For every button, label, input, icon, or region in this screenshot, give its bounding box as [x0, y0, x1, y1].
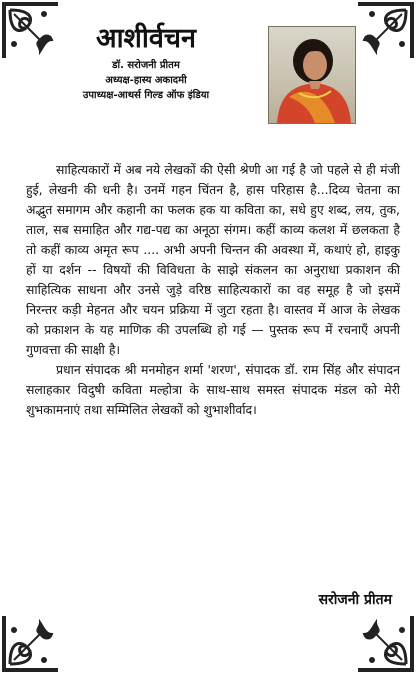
- paragraph: साहित्यकारों में अब नये लेखकों की ऐसी श्रेणी आ गई है जो पहले से ही मंजी हुई, लेखनी की धनी है। उनमें गहन चिंतन है, हास परिहास है...दिव्य चेतना का अद्भुत समागम और कहानी का फलक हक या कविता का, सधे हुए शब्द, लय, तुक, ताल, सब समाहित और गद्य-पद्य का अनूठा संगम। कहीं काव्य कलश में छलकता है तो कहीं काव्य अमृत रूप .... अभी अपनी चिन्तन की अवस्था में, कथाएं हो, हाइकु हों या दर्शन -- विषयों की विविधता के साझे संकलन का अनुराधा प्रकाशन की साहित्यिक साधना और उनसे जुड़े वरिष्ठ साहित्यकारों का वह समूह है जो इसमें निरन्तर कड़ी मेहनत और चयन प्रक्रिया में जुटा रहता है। वास्तव में आज के लेखक को प्रकाशन के यह माणिक की उपलब्धि हो गई — पुस्तक रूप में रचनाएँ अपनी गुणवत्ता की साक्षी है।: [26, 162, 400, 357]
- paragraph: प्रधान संपादक श्री मनमोहन शर्मा 'शरण', संपादक डॉ. राम सिंह और संपादन सलाहकार विदुषी कविता मल्होत्रा के साथ-साथ समस्त संपादक मंडल को मेरी शुभकामनाएं तथा सम्मिलित लेखकों को शुभाशीर्वाद।: [26, 362, 400, 417]
- author-designation-1: अध्यक्ष-हास्य अकादमी: [105, 75, 187, 86]
- author-name: डॉ. सरोजनी प्रीतम: [112, 60, 180, 71]
- corner-ornament-top-right-icon: [356, 0, 416, 60]
- author-portrait-icon: [269, 27, 355, 123]
- signature: सरोजनी प्रीतम: [318, 592, 392, 608]
- corner-ornament-top-left-icon: [0, 0, 60, 60]
- corner-ornament-bottom-left-icon: [0, 614, 60, 674]
- page-title: आशीर्वचन: [95, 23, 197, 54]
- header-block: [56, 22, 236, 103]
- corner-ornament-bottom-right-icon: [356, 614, 416, 674]
- author-designation-2: उपाध्यक्ष-आथर्स गिल्ड ऑफ इंडिया: [82, 90, 210, 101]
- message-body: [26, 160, 400, 420]
- author-portrait-photo: [268, 26, 356, 124]
